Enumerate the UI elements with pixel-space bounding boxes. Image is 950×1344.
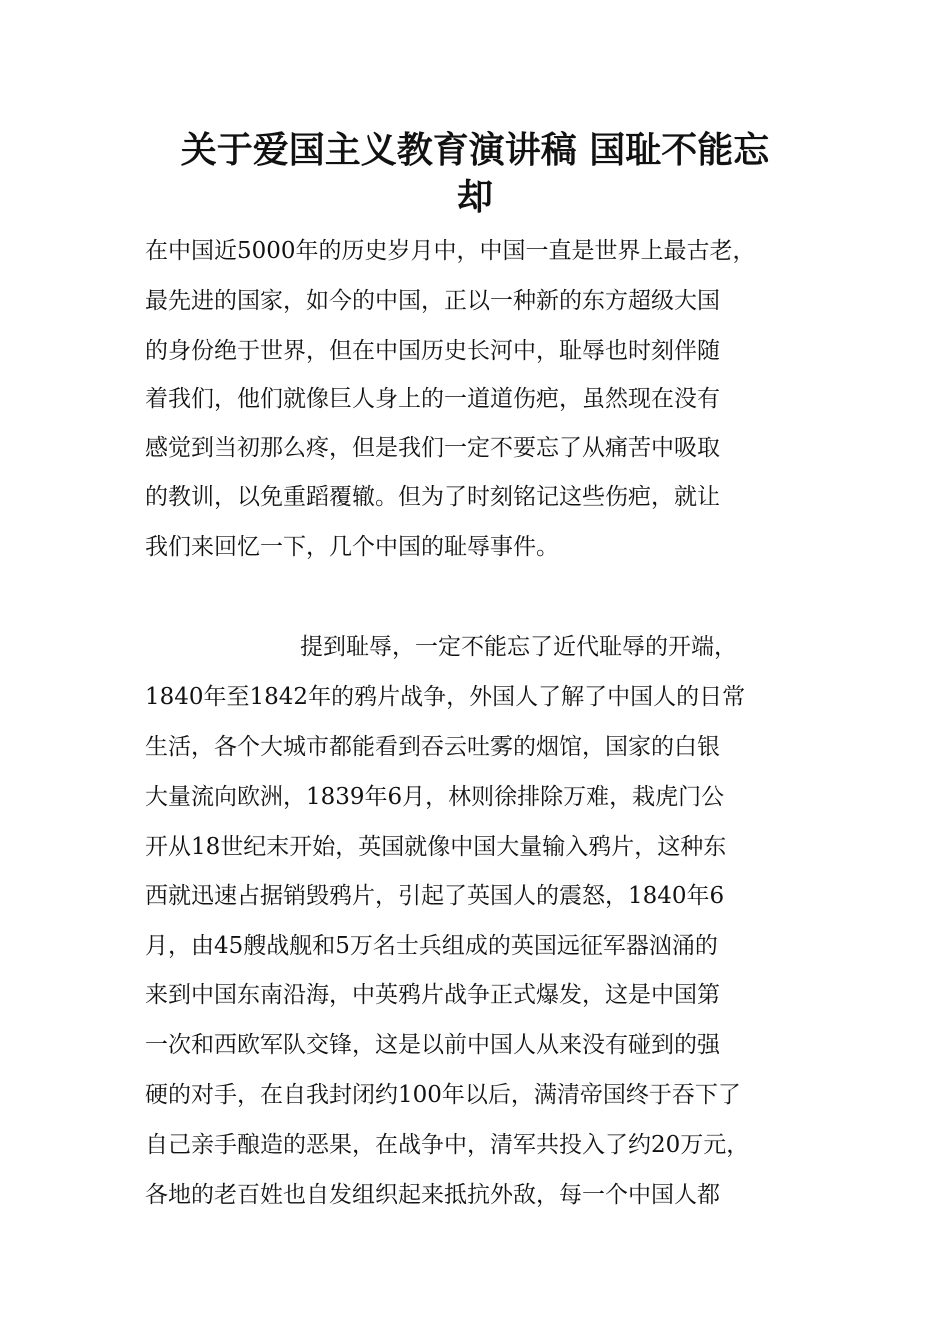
paragraph-2-line: 一次和西欧军队交锋，这是以前中国人从来没有碰到的强 (145, 1032, 720, 1058)
paragraph-2-line: 开从18世纪末开始，英国就像中国大量输入鸦片，这种东 (145, 834, 727, 860)
paragraph-2-line: 自己亲手酿造的恶果，在战争中，清军共投入了约20万元， (145, 1132, 750, 1158)
paragraph-1-line: 的身份绝于世界，但在中国历史长河中，耻辱也时刻伴随 (145, 338, 720, 364)
paragraph-2-line: 硬的对手，在自我封闭约100年以后，满清帝国终于吞下了 (145, 1082, 741, 1108)
document-title-line-1: 关于爱国主义教育演讲稿 国耻不能忘 (180, 130, 770, 171)
paragraph-2-line: 大量流向欧洲，1839年6月，林则徐排除万难，栽虎门公 (145, 784, 725, 810)
paragraph-2-line: 来到中国东南沿海，中英鸦片战争正式爆发，这是中国第 (145, 982, 720, 1008)
paragraph-2-line: 1840年至1842年的鸦片战争，外国人了解了中国人的日常 (145, 684, 746, 710)
paragraph-2-line: 西就迅速占据销毁鸦片，引起了英国人的震怒，1840年6 (145, 883, 725, 909)
paragraph-2-line: 月，由45艘战舰和5万名士兵组成的英国远征军器汹涌的 (145, 933, 718, 959)
paragraph-1-line: 的教训，以免重蹈覆辙。但为了时刻铭记这些伤疤，就让 (145, 484, 720, 510)
paragraph-1-line: 我们来回忆一下，几个中国的耻辱事件。 (145, 534, 559, 560)
paragraph-2-line: 各地的老百姓也自发组织起来抵抗外敌，每一个中国人都 (145, 1182, 720, 1208)
document-title-line-2: 却 (456, 177, 493, 218)
paragraph-1-line: 着我们，他们就像巨人身上的一道道伤疤，虽然现在没有 (145, 386, 720, 412)
paragraph-1-line: 在中国近5000年的历史岁月中，中国一直是世界上最古老， (145, 238, 756, 264)
paragraph-1-line: 感觉到当初那么疼，但是我们一定不要忘了从痛苦中吸取 (145, 435, 720, 461)
paragraph-2-line: 生活，各个大城市都能看到吞云吐雾的烟馆，国家的白银 (145, 734, 720, 760)
paragraph-2-line: 提到耻辱，一定不能忘了近代耻辱的开端， (300, 634, 737, 660)
paragraph-1-line: 最先进的国家，如今的中国，正以一种新的东方超级大国 (145, 288, 720, 314)
